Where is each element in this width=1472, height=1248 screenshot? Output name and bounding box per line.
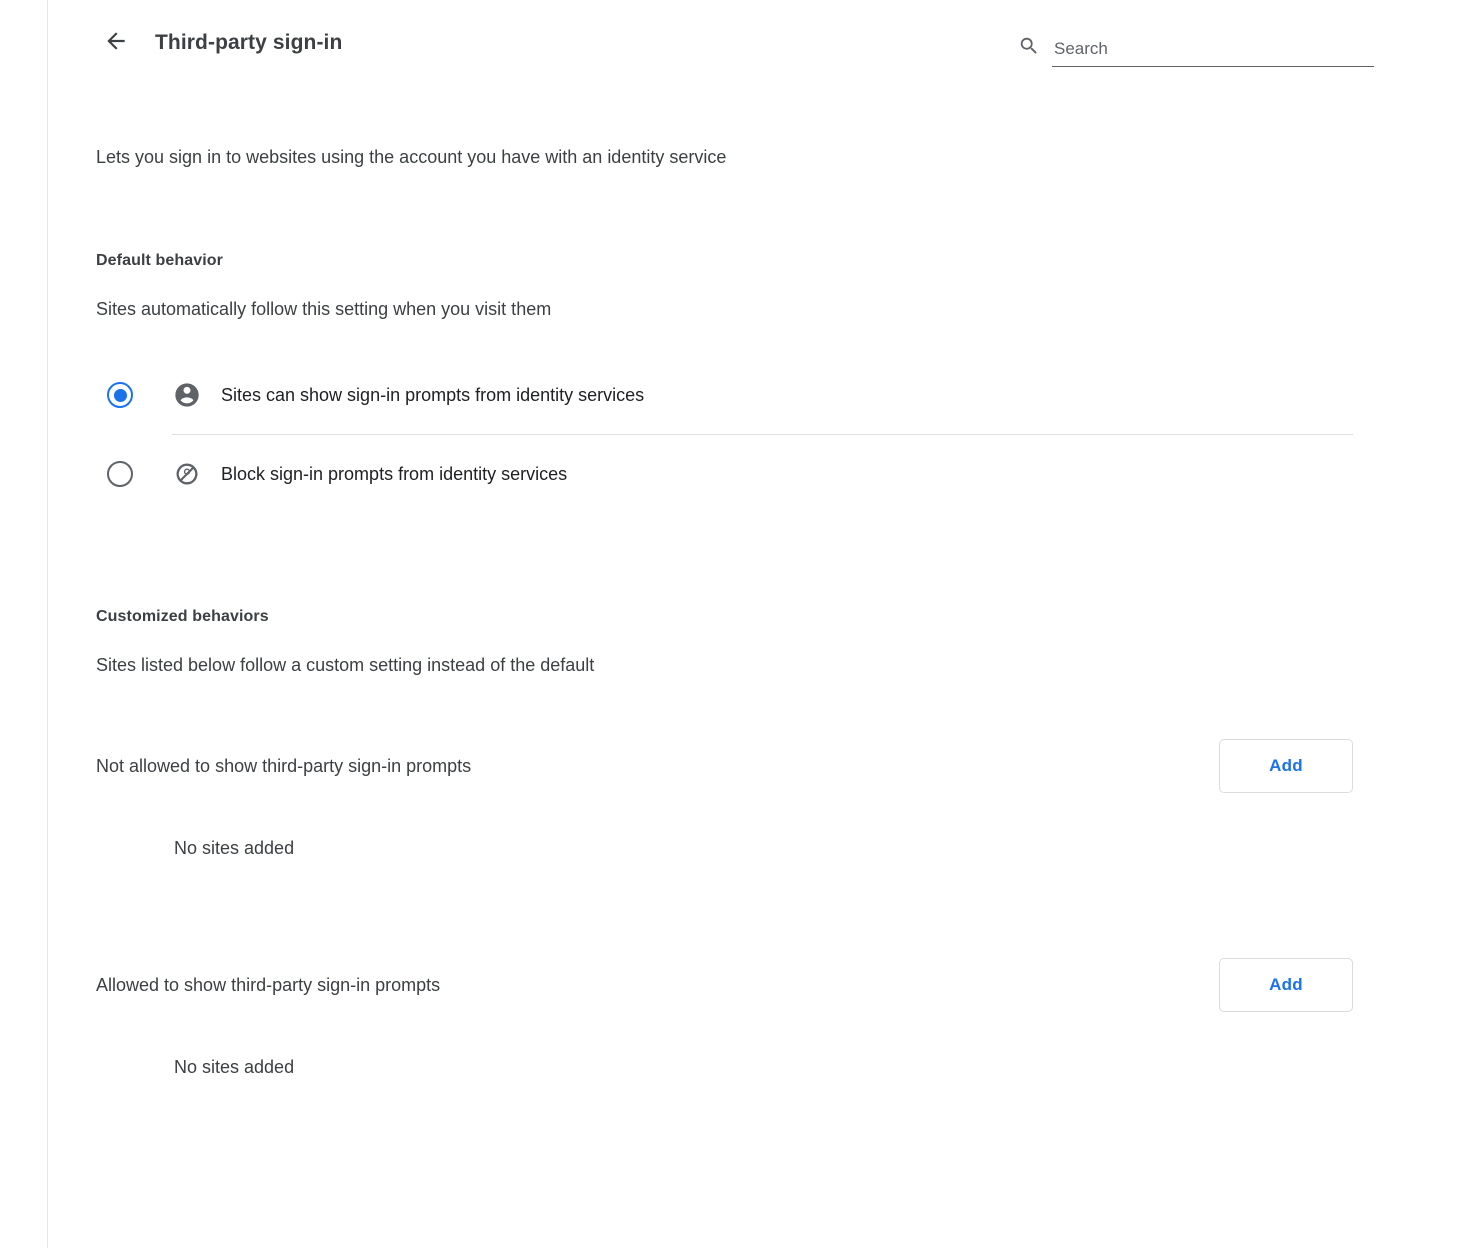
left-gutter [0,0,48,1248]
radio-allow-wrap [96,382,172,408]
default-behavior-title: Default behavior [96,252,223,270]
blocked-sites-header [96,738,1353,794]
list-spacer [96,859,1353,895]
page-header [49,0,1400,86]
radio-block-label: Block sign-in prompts from identity services [221,463,568,484]
allowed-sites-header [96,957,1353,1013]
page-title: Third-party sign-in [155,31,343,54]
radio-allow-label: Sites can show sign-in prompts from identity services [221,384,645,405]
page-description: Lets you sign in to websites using the account you have with an identity service [96,147,727,167]
arrow-back-icon [103,28,129,59]
allowed-sites-empty: No sites added [174,1057,295,1078]
default-behavior-subtitle: Sites automatically follow this setting when you visit them [96,299,552,320]
right-gutter [1400,0,1472,1248]
customized-behaviors-title: Customized behaviors [96,608,269,626]
search-icon [1016,33,1042,59]
search-input[interactable] [1052,39,1374,67]
blocked-sites-empty: No sites added [174,838,295,859]
search-box[interactable] [1016,19,1374,67]
radio-option-allow-signin-prompts[interactable] [96,356,1353,434]
allowed-sites-block [96,957,1353,1078]
account-circle-icon [172,380,202,410]
allowed-sites-label: Allowed to show third-party sign-in prompts [96,974,441,995]
account-circle-blocked-icon [172,459,202,489]
radio-block-control[interactable] [107,461,133,487]
back-button[interactable] [96,23,136,63]
add-allowed-site-button[interactable]: Add [1219,958,1353,1012]
radio-block-wrap [96,461,172,487]
blocked-sites-label: Not allowed to show third-party sign-in prompts [96,755,472,776]
settings-content [49,0,1400,1248]
add-blocked-site-button[interactable]: Add [1219,739,1353,793]
blocked-sites-block [96,738,1353,859]
radio-allow-dot [114,389,127,402]
default-behavior-radio-group [96,356,1353,513]
radio-option-block-signin-prompts[interactable] [172,434,1353,513]
customized-behaviors-section [96,608,1353,1078]
customized-behaviors-subtitle: Sites listed below follow a custom setting instead of the default [96,655,595,676]
radio-allow-control[interactable] [107,382,133,408]
settings-body [49,145,1400,1078]
